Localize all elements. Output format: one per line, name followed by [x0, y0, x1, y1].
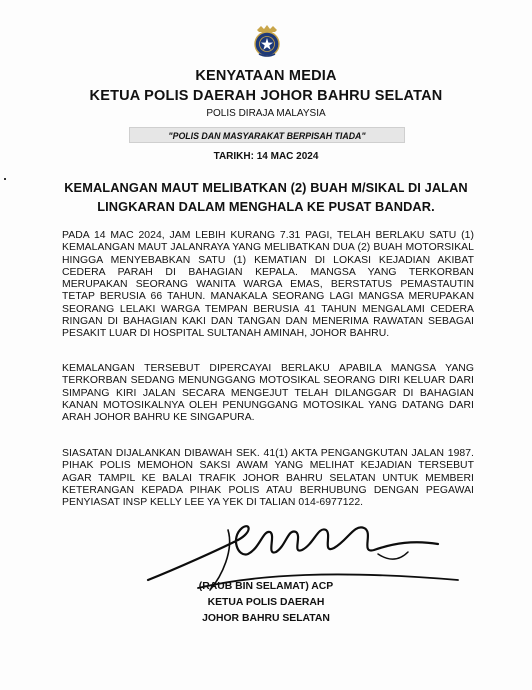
signatory-title-1: KETUA POLIS DAERAH [207, 597, 325, 608]
body-paragraph-1: PADA 14 MAC 2024, JAM LEBIH KURANG 7.31 PAGI, TELAH BERLAKU SATU (1) KEMALANGAN MAUT JALANRAYA YANG MELIBATKAN DUA (2) BUAH MOTORSIKAL HINGGA MENYEBABKAN SATU (1) KEMATIAN DI LOKASI KEJADIAN AKIBAT CEDERA PARAH DI BAHAGIAN KEPALA. MANGSA YANG TERKORBAN MERUPAKAN SEORANG WANITA WARGA EMAS, BERSTATUS PEMASTAUTIN TETAP BERUSIA 66 TAHUN. MANAKALA SEORANG LAGI MANGSA MERUPAKAN SEORANG LELAKI WARGA TEMPAN BERUSIA 41 TAHUN MENGALAMI CEDERA RINGAN DI BAHAGIAN KAKI DAN TANGAN DAN MENERIMA RAWATAN SEBAGAI PESAKIT LUAR DI HOSPITAL SULTANAH AMINAH, JOHOR BAHRU. [62, 230, 474, 340]
signatory-title-2: JOHOR BAHRU SELATAN [202, 613, 330, 624]
headline-line-2: LINGKARAN DALAM MENGHALA KE PUSAT BANDAR. [97, 199, 435, 214]
organisation-name: POLIS DIRAJA MALAYSIA [206, 108, 326, 119]
release-date: TARIKH: 14 MAC 2024 [213, 151, 319, 162]
document-title: KENYATAAN MEDIA [195, 68, 337, 84]
police-crest-icon [250, 24, 284, 58]
slogan-banner: "POLIS DAN MASYARAKAT BERPISAH TIADA" [129, 127, 405, 143]
document-subtitle: KETUA POLIS DAERAH JOHOR BAHRU SELATAN [89, 88, 443, 104]
body-paragraph-3: SIASATAN DIJALANKAN DIBAWAH SEK. 41(1) AKTA PENGANGKUTAN JALAN 1987. PIHAK POLIS MEMOHON SAKSI AWAM YANG MELIHAT KEJADIAN TERSEBUT AGAR TAMPIL KE BALAI TRAFIK JOHOR BAHRU SELATAN UNTUK MEMBERI KETERANGAN KEPADA PIHAK POLIS ATAU BERHUBUNG DENGAN PEGAWAI PENYIASAT INSP KELLY LEE YA YEK DI TALIAN 014-6977122. [62, 448, 474, 509]
body-paragraph-2: KEMALANGAN TERSEBUT DIPERCAYAI BERLAKU APABILA MANGSA YANG TERKORBAN SEDANG MENUNGGANG MOTOSIKAL SEORANG DIRI KELUAR DARI SIMPANG KIRI JALAN SECARA MENGEJUT TELAH DILANGGAR DI BAHAGIAN KANAN MOTOSIKALNYA OLEH PENUNGGANG MOTOSIKAL YANG DATANG DARI ARAH JOHOR BAHRU KE SINGAPURA. [62, 363, 474, 424]
headline-line-1: KEMALANGAN MAUT MELIBATKAN (2) BUAH M/SIKAL DI JALAN [64, 180, 468, 195]
signatory-name: (RAUB BIN SELAMAT) ACP [198, 581, 334, 592]
